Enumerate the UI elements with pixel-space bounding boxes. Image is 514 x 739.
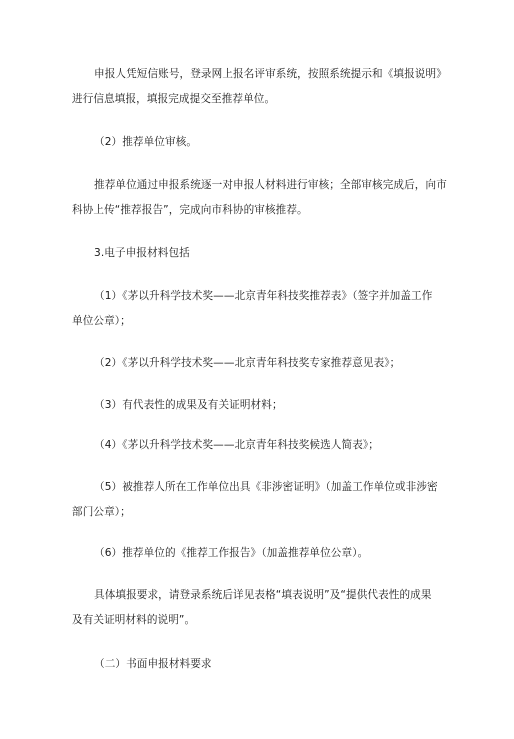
paragraph-online-filing [72, 62, 447, 112]
item-2-unit-review [72, 130, 444, 155]
paragraph-unit-review-detail [72, 173, 447, 223]
paragraph-line: 部门公章）； [72, 506, 131, 518]
list-item-1 [72, 284, 444, 334]
section-2-heading [72, 652, 444, 677]
paragraph-line: 进行信息填报，填报完成提交至推荐单位。 [72, 93, 276, 105]
paragraph-line: 推荐单位通过申报系统逐一对申报人材料进行审核；全部审核完成后，向市 [94, 179, 447, 191]
list-item-5 [72, 475, 444, 525]
paragraph-line: （2）推荐单位审核。 [94, 136, 198, 148]
paragraph-line: （5）被推荐人所在工作单位出具《非涉密证明》（加盖工作单位或非涉密 [94, 481, 438, 493]
list-item-2 [72, 351, 444, 376]
paragraph-line: （二）书面申报材料要求 [94, 658, 212, 670]
paragraph-line: （1）《茅以升科学技术奖——北京青年科技奖推荐表》（签字并加盖工作 [94, 290, 433, 302]
section-3-heading [72, 241, 444, 266]
list-item-3 [72, 393, 444, 418]
paragraph-line: 单位公章）； [72, 315, 131, 327]
paragraph-line: （4）《茅以升科学技术奖——北京青年科技奖候选人简表》； [94, 439, 379, 451]
list-item-6 [72, 541, 444, 566]
paragraph-line: 申报人凭短信账号，登录网上报名评审系统，按照系统提示和《填报说明》 [94, 68, 447, 80]
paragraph-fill-requirements [72, 583, 444, 633]
paragraph-line: （6）推荐单位的《推荐工作报告》（加盖推荐单位公章）。 [94, 547, 369, 559]
list-item-4 [72, 433, 444, 458]
paragraph-line: 3.电子申报材料包括 [94, 247, 190, 259]
paragraph-line: 科协上传“推荐报告”，完成向市科协的审核推荐。 [72, 204, 308, 216]
paragraph-line: 具体填报要求，请登录系统后详见表格“填表说明”及“提供代表性的成果 [94, 589, 432, 601]
paragraph-line: （2）《茅以升科学技术奖——北京青年科技奖专家推荐意见表》； [94, 357, 401, 369]
paragraph-line: 及有关证明材料的说明”。 [72, 614, 196, 626]
paragraph-line: （3）有代表性的成果及有关证明材料； [94, 399, 283, 411]
